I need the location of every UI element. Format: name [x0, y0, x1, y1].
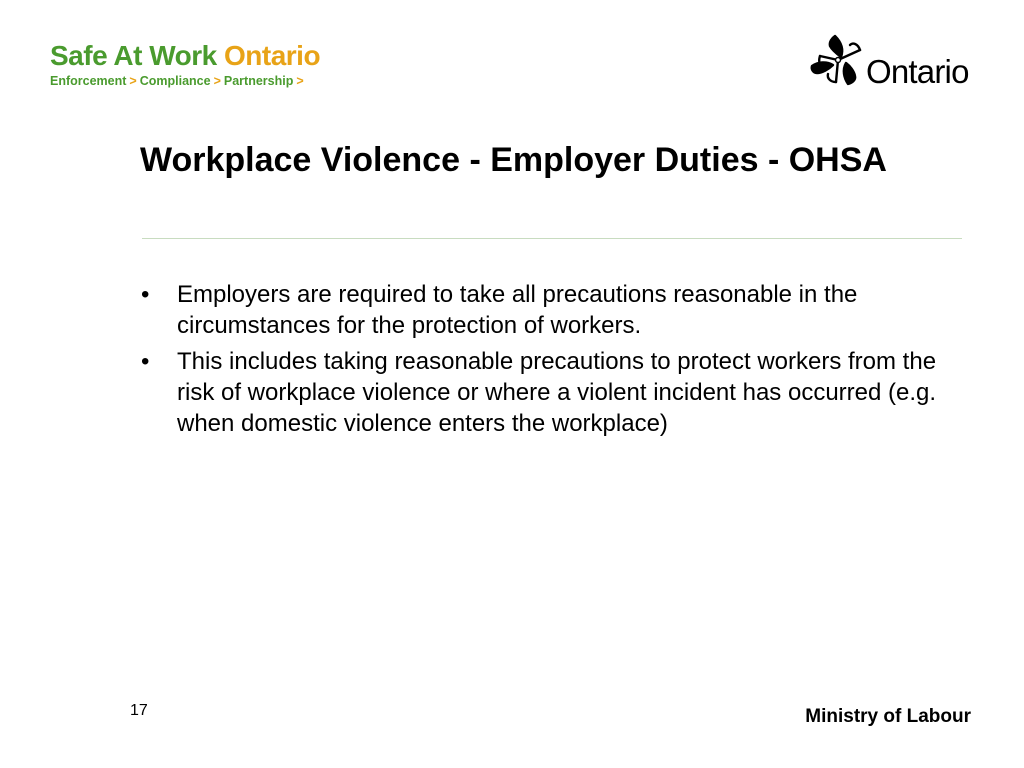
arrow-right-icon: > [129, 74, 137, 88]
bullet-text: Employers are required to take all precautions reasonable in the circumstances for the protection of workers. [177, 281, 858, 339]
tagline-compliance: Compliance [139, 74, 211, 88]
safe-at-work-ontario-logo [50, 40, 320, 88]
page-number: 17 [130, 702, 148, 719]
arrow-right-icon: > [296, 74, 304, 88]
footer-ministry-label: Ministry of Labour [805, 706, 971, 727]
trillium-icon [808, 32, 866, 90]
bullet-icon: • [141, 348, 150, 375]
bullet-icon: • [141, 281, 150, 308]
bullet-list [140, 279, 970, 444]
ontario-government-logo [808, 32, 978, 94]
bullet-text: This includes taking reasonable precautions to protect workers from the risk of workplace violence or where a violent incident has occurred (e.g. when domestic violence enters the workplace) [177, 348, 937, 437]
logo-title-word1: Safe At Work [50, 40, 217, 71]
logo-tagline [50, 74, 320, 88]
title-divider [142, 238, 962, 239]
logo-title-word2: Ontario [223, 40, 321, 71]
arrow-right-icon: > [213, 74, 221, 88]
bullet-item [140, 346, 970, 439]
slide-title: Workplace Violence - Employer Duties - OHSA [140, 141, 887, 179]
ontario-wordmark: Ontario [866, 53, 969, 90]
bullet-item [140, 279, 970, 341]
logo-title [50, 40, 320, 72]
tagline-enforcement: Enforcement [50, 74, 127, 88]
tagline-partnership: Partnership [223, 74, 294, 88]
